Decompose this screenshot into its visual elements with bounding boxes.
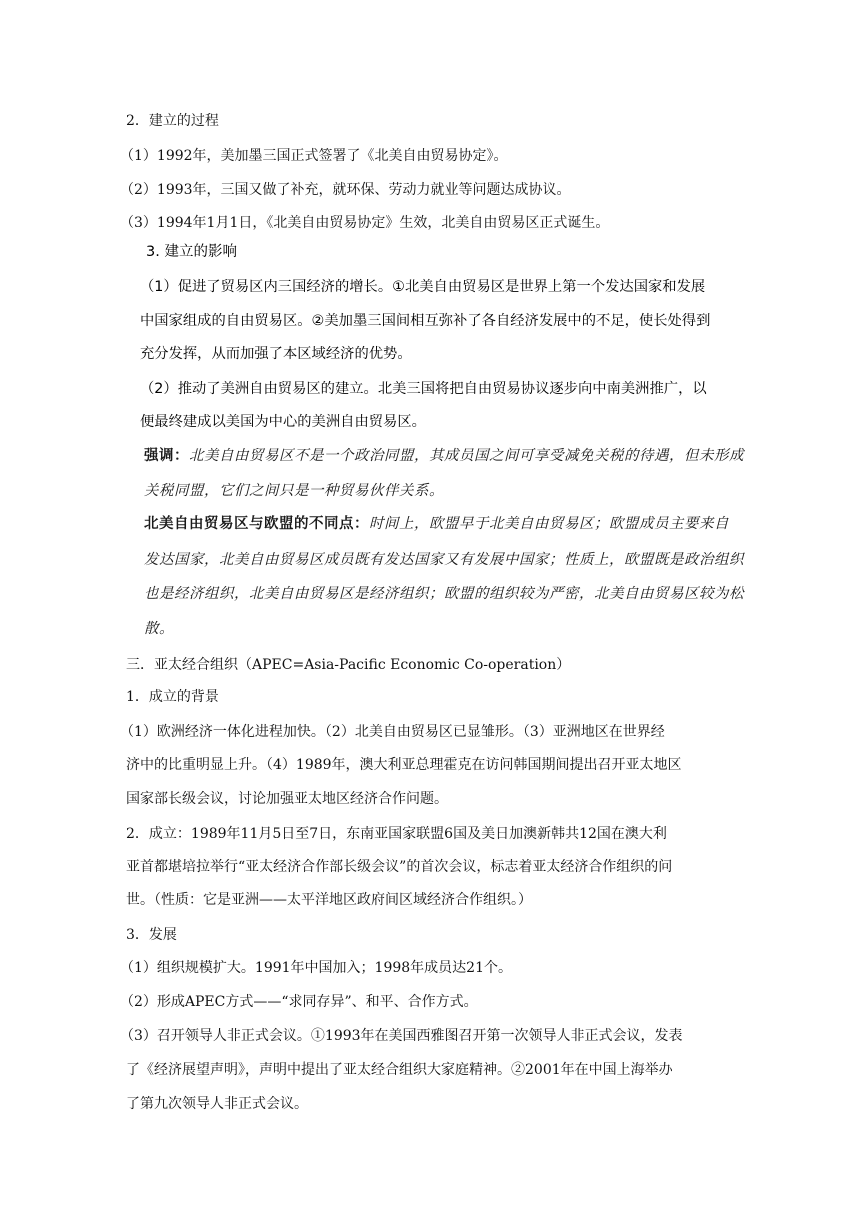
- difference-text-1: 时间上，欧盟早于北美自由贸易区；欧盟成员主要来自: [369, 516, 729, 532]
- impact-line-5: 便最终建成以美国为中心的美洲自由贸易区。: [140, 414, 426, 430]
- apec-background-line-3: 国家部长级会议，讨论加强亚太地区经济合作问题。: [126, 791, 448, 807]
- impact-line-2: 中国家组成的自由贸易区。②美加墨三国间相互弥补了各自经济发展中的不足，使长处得到: [140, 313, 711, 329]
- apec-background-line-2: 济中的比重明显上升。（4）1989年，澳大利亚总理霍克在访问韩国期间提出召开亚太地区: [126, 757, 682, 773]
- section-heading-process: 2．建立的过程: [126, 113, 219, 129]
- difference-line-4: 散。: [144, 621, 174, 637]
- apec-title: 三．亚太经合组织（APEC=Asia-Pacific Economic Co-operation）: [126, 657, 571, 673]
- apec-founding-line-3: 世。（性质：它是亚洲——太平洋地区政府间区域经济合作组织。）: [126, 892, 532, 908]
- apec-background-line-1: （1）欧洲经济一体化进程加快。（2）北美自由贸易区已显雏形。（3）亚洲地区在世界经: [120, 724, 665, 740]
- emphasis-text-1: 北美自由贸易区不是一个政治同盟，其成员国之间可享受减免关税的待遇，但未形成: [189, 448, 744, 464]
- apec-development-line-2: （2）形成APEC方式——“求同存异”、和平、合作方式。: [120, 994, 478, 1010]
- process-item-1: （1）1992年，美加墨三国正式签署了《北美自由贸易协定》。: [120, 148, 508, 164]
- difference-line-2: 发达国家，北美自由贸易区成员既有发达国家又有发展中国家；性质上，欧盟既是政治组织: [144, 552, 744, 568]
- apec-founding-line-1: 2．成立：1989年11月5日至7日，东南亚国家联盟6国及美日加澳新韩共12国在澳大利: [126, 826, 667, 842]
- apec-development-heading: 3．发展: [126, 927, 177, 943]
- apec-development-line-5: 了第九次领导人非正式会议。: [126, 1096, 308, 1112]
- apec-development-line-1: （1）组织规模扩大。1991年中国加入；1998年成员达21个。: [120, 960, 512, 976]
- difference-line-3: 也是经济组织，北美自由贸易区是经济组织；欧盟的组织较为严密，北美自由贸易区较为松: [144, 586, 744, 602]
- emphasis-label: 强调：: [144, 448, 189, 464]
- apec-founding-line-2: 亚首都堪培拉举行“亚太经济合作部长级会议”的首次会议，标志着亚太经济合作组织的问: [126, 859, 673, 875]
- apec-development-line-3: （3）召开领导人非正式会议。①1993年在美国西雅图召开第一次领导人非正式会议，发表: [120, 1028, 683, 1044]
- difference-label: 北美自由贸易区与欧盟的不同点：: [144, 516, 369, 532]
- process-item-2: （2）1993年，三国又做了补充，就环保、劳动力就业等问题达成协议。: [120, 182, 571, 198]
- emphasis-line-1: [144, 446, 744, 466]
- impact-line-1: （1）促进了贸易区内三国经济的增长。①北美自由贸易区是世界上第一个发达国家和发展: [140, 279, 706, 295]
- apec-development-line-4: 了《经济展望声明》，声明中提出了亚太经合组织大家庭精神。②2001年在中国上海举办: [126, 1062, 673, 1078]
- impact-line-3: 充分发挥，从而加强了本区域经济的优势。: [140, 346, 412, 362]
- impact-heading: 3. 建立的影响: [146, 244, 237, 260]
- apec-background-heading: 1．成立的背景: [126, 689, 219, 705]
- emphasis-line-2: 关税同盟，它们之间只是一种贸易伙伴关系。: [144, 483, 444, 499]
- impact-line-4: （2）推动了美洲自由贸易区的建立。北美三国将把自由贸易协议逐步向中南美洲推广，以: [140, 381, 707, 397]
- process-item-3: （3）1994年1月1日，《北美自由贸易协定》生效，北美自由贸易区正式诞生。: [120, 215, 610, 231]
- difference-line-1: [144, 514, 729, 534]
